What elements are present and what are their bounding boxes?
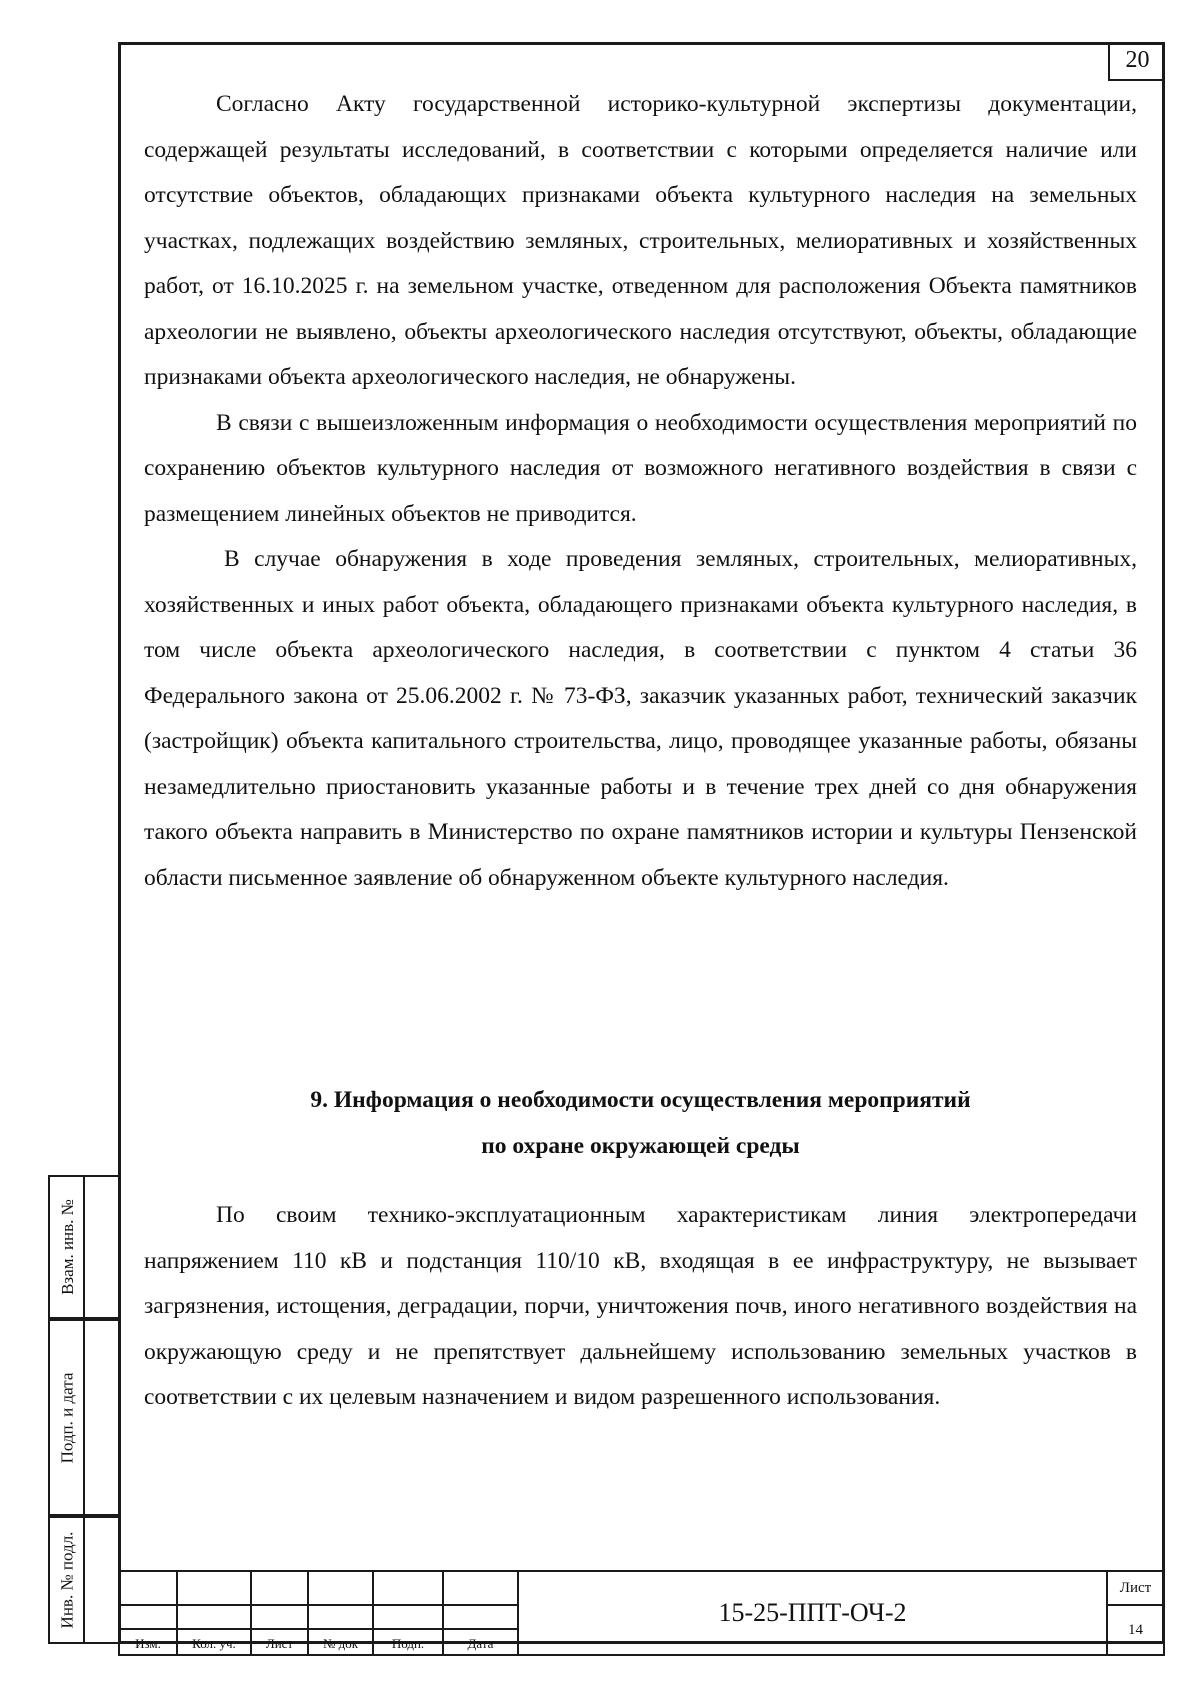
main-text [144,82,1137,901]
sheet-number: 14 [1107,1605,1164,1655]
side-label-inv: Инв. № подл. [57,1531,77,1629]
section-heading [144,1077,1137,1169]
section-heading-line1: 9. Информация о необходимости осуществления мероприятий [310,1087,971,1113]
title-block [118,1570,1165,1651]
col-label-n-dok: № док [308,1629,373,1655]
paragraph-discovery: В случае обнаружения в ходе проведения земляных, строительных, мелиоративных, хозяйственных и иных работ объекта, обладающего признаками объекта культурного наследия, в том числе объекта археологического наследия, в соответствии с пунктом 4 статьи 36 Федерального закона от 25.06.2002 г. № 73-ФЗ, заказчик указанных работ, технический заказчик (застройщик) объекта капитального строительства, лицо, проводящее указанные работы, обязаны незамедлительно приостановить указанные работы и в течение трех дней со дня обнаружения такого объекта направить в Министерство по охране памятников истории и культуры Пензенской области письменное заявление об обнаруженном объекте культурного наследия. [144,546,1137,891]
env-text [144,1193,1137,1421]
col-label-list: Лист [251,1629,308,1655]
side-stamp-inv [48,1516,118,1644]
paragraph-conclusion: В связи с вышеизложенным информация о необходимости осуществления мероприятий по сохранению объектов культурного наследия от возможного негативного воздействия в связи с размещением линейных объектов не приводится. [144,409,1137,527]
paragraph-expertise: Согласно Акту государственной историко-культурной экспертизы документации, содержащей результаты исследований, в соответствии с которыми определяется наличие или отсутствие объектов, обладающих признаками объекта культурного наследия на земельных участках, подлежащих воздействию земляных, строительных, мелиоративных и хозяйственных работ, от 16.10.2025 г. на земельном участке, отведенном для расположения Объекта памятников археологии не выявлено, объекты археологического наследия отсутствуют, объекты, обладающие признаками объекта археологического наследия, не обнаружены. [144,91,1137,390]
side-stamp-vzam [48,1175,118,1319]
side-stamp-podp [48,1319,118,1516]
col-label-podp: Подп. [373,1629,443,1655]
col-label-data: Дата [443,1629,518,1655]
paragraph-environment: По своим технико-эксплуатационным характеристикам линия электропередачи напряжением 110 кВ и подстанция 110/10 кВ, входящая в ее инфраструктуру, не вызывает загрязнения, истощения, деградации, порчи, уничтожения почв, иного негативного воздействия на окружающую среду и не препятствует дальнейшему использованию земельных участков в соответствии с их целевым назначением и видом разрешенного использования. [144,1202,1137,1410]
sheet-label: Лист [1107,1571,1164,1605]
side-label-vzam: Взам. инв. № [57,1199,77,1295]
side-label-podp: Подп. и дата [57,1372,77,1463]
document-code: 15-25-ППТ-ОЧ-2 [518,1571,1107,1655]
section-heading-line2: по охране окружающей среды [481,1133,800,1159]
col-label-izm: Изм. [119,1629,177,1655]
page-number: 20 [1108,42,1165,81]
col-label-kol-uch: Кол. уч. [177,1629,251,1655]
